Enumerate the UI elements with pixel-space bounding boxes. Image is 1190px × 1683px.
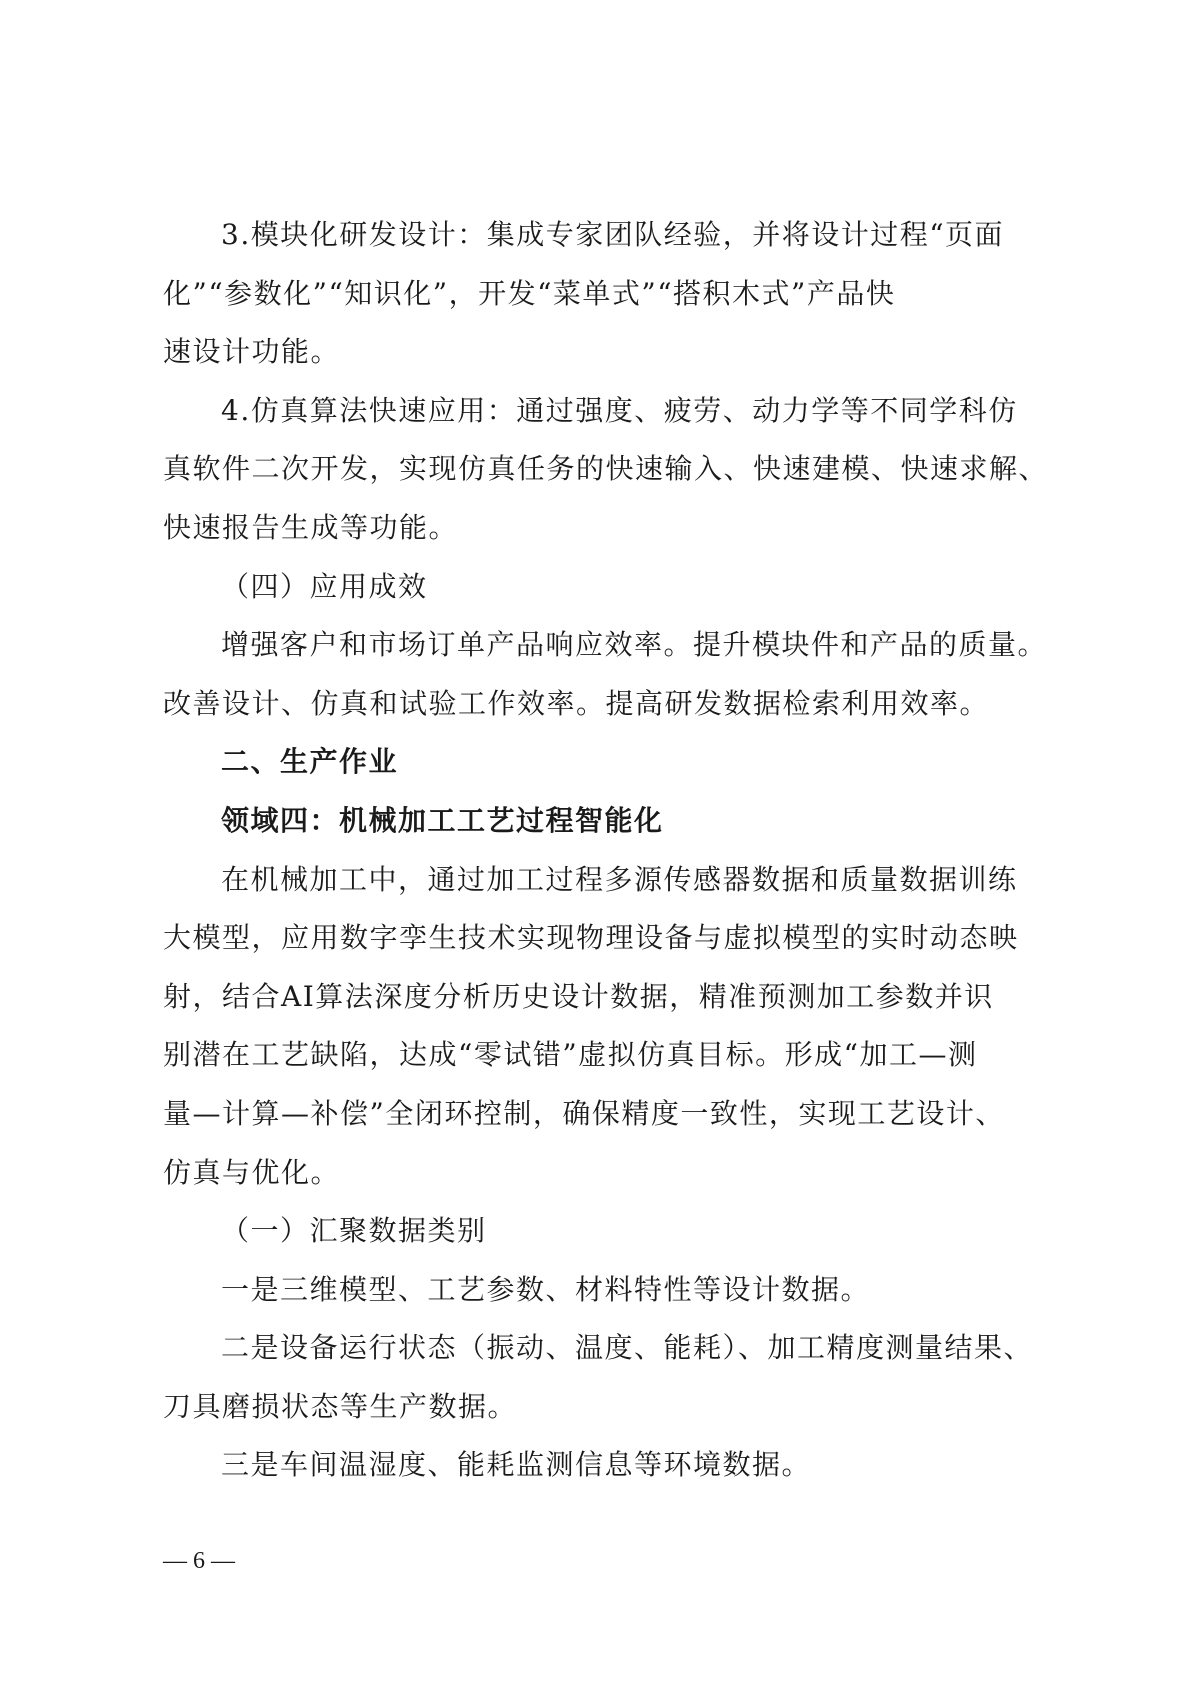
paragraph-line: 4.仿真算法快速应用：通过强度、疲劳、动力学等不同学科仿 xyxy=(221,393,1018,427)
paragraph-line: 三是车间温湿度、能耗监测信息等环境数据。 xyxy=(221,1448,812,1482)
body-text xyxy=(163,206,1049,1495)
subsection-heading: （一）汇聚数据类别 xyxy=(221,1214,487,1248)
page-number: — 6 — xyxy=(163,1548,235,1574)
paragraph-line: 射，结合AI算法深度分析历史设计数据，精准预测加工参数并识 xyxy=(163,979,994,1013)
paragraph-line: 大模型，应用数字孪生技术实现物理设备与虚拟模型的实时动态映 xyxy=(163,921,1019,955)
paragraph-line: 改善设计、仿真和试验工作效率。提高研发数据检索利用效率。 xyxy=(163,686,990,720)
paragraph-line: 别潜在工艺缺陷，达成“零试错”虚拟仿真目标。形成“加工—测 xyxy=(163,1038,978,1072)
paragraph-line: 快速报告生成等功能。 xyxy=(163,510,459,544)
paragraph-line: 仿真与优化。 xyxy=(163,1155,341,1189)
subsection-heading: （四）应用成效 xyxy=(221,569,428,603)
paragraph-line: 一是三维模型、工艺参数、材料特性等设计数据。 xyxy=(221,1272,871,1306)
section-heading: 二、生产作业 xyxy=(221,745,399,779)
domain-heading: 领域四：机械加工工艺过程智能化 xyxy=(221,803,664,837)
paragraph-line: 增强客户和市场订单产品响应效率。提升模块件和产品的质量。 xyxy=(221,628,1048,662)
paragraph-line: 速设计功能。 xyxy=(163,335,341,369)
paragraph-line: 二是设备运行状态（振动、温度、能耗）、加工精度测量结果、 xyxy=(221,1331,1034,1365)
paragraph-line: 化”“参数化”“知识化”，开发“菜单式”“搭积木式”产品快 xyxy=(163,276,896,310)
paragraph-line: 真软件二次开发，实现仿真任务的快速输入、快速建模、快速求解、 xyxy=(163,452,1049,486)
paragraph-line: 量—计算—补偿”全闭环控制，确保精度一致性，实现工艺设计、 xyxy=(163,1096,1005,1130)
paragraph-line: 在机械加工中，通过加工过程多源传感器数据和质量数据训练 xyxy=(221,862,1018,896)
paragraph-line: 刀具磨损状态等生产数据。 xyxy=(163,1389,518,1423)
paragraph-line: 3.模块化研发设计：集成专家团队经验，并将设计过程“页面 xyxy=(221,218,1005,251)
